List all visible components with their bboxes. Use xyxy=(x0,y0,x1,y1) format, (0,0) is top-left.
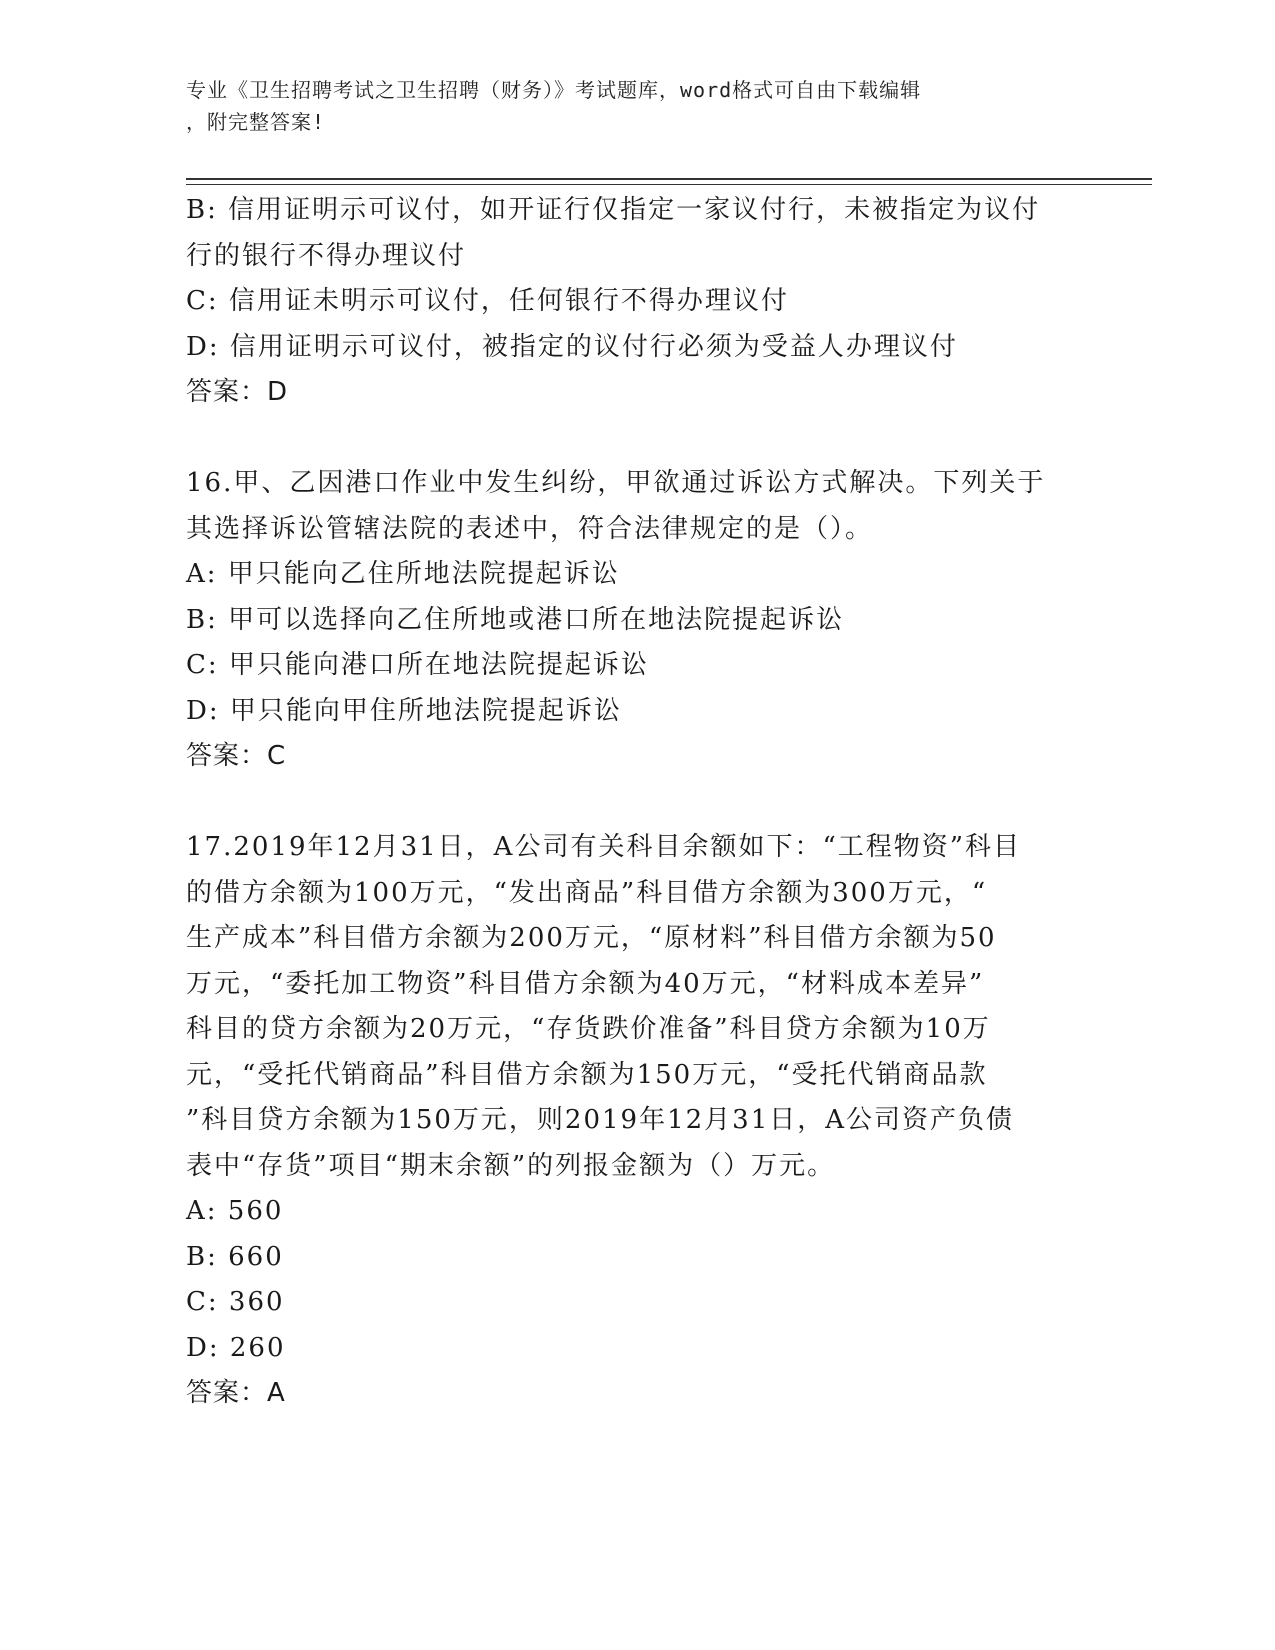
header-divider-thick xyxy=(186,178,1152,180)
q17-stem-line: ”科目贷方余额为150万元，则2019年12月31日，A公司资产负债 xyxy=(186,1105,1015,1135)
q17-answer: 答案：A xyxy=(186,1378,286,1408)
header-line-1: 专业《卫生招聘考试之卫生招聘（财务）》考试题库，word格式可自由下载编辑 xyxy=(186,78,922,102)
q16-stem-line-1: 16.甲、乙因港口作业中发生纠纷，甲欲通过诉讼方式解决。下列关于 xyxy=(186,468,1046,498)
q17-stem-line: 表中“存货”项目“期末余额”的列报金额为（）万元。 xyxy=(186,1150,836,1181)
q15-option-c: C: 信用证未明示可议付，任何银行不得办理议付 xyxy=(186,286,789,316)
q16-option-d: D: 甲只能向甲住所地法院提起诉讼 xyxy=(186,695,622,726)
q17-option-c: C: 360 xyxy=(186,1287,285,1317)
q16-option-c: C: 甲只能向港口所在地法院提起诉讼 xyxy=(186,650,649,680)
q16-stem-line-2: 其选择诉讼管辖法院的表述中，符合法律规定的是（）。 xyxy=(186,513,874,544)
q17-stem-line: 17.2019年12月31日，A公司有关科目余额如下：“工程物资”科目 xyxy=(186,832,1022,862)
q17-stem-line: 元，“受托代销商品”科目借方余额为150万元，“受托代销商品款 xyxy=(186,1059,988,1090)
q17-stem-line: 科目的贷方余额为20万元，“存货跌价准备”科目贷方余额为10万 xyxy=(186,1014,991,1044)
header-line-2: ，附完整答案! xyxy=(186,110,326,134)
question-16 xyxy=(186,461,1076,780)
q17-stem-line: 生产成本”科目借方余额为200万元，“原材料”科目借方余额为50 xyxy=(186,923,997,953)
document-header xyxy=(186,74,1066,138)
q16-option-a: A: 甲只能向乙住所地法院提起诉讼 xyxy=(186,559,620,589)
spacer xyxy=(186,780,1076,826)
q15-option-b-line-1: B: 信用证明示可议付，如开证行仅指定一家议付行，未被指定为议付 xyxy=(186,195,1041,225)
q17-option-a: A: 560 xyxy=(186,1196,284,1226)
q16-answer: 答案：C xyxy=(186,741,287,771)
question-content xyxy=(186,188,1076,1417)
q15-option-b-line-2: 行的银行不得办理议付 xyxy=(186,240,467,271)
q15-answer: 答案：D xyxy=(186,377,289,407)
q17-stem-line: 万元，“委托加工物资”科目借方余额为40万元，“材料成本差异” xyxy=(186,968,985,999)
header-divider-thin xyxy=(186,184,1152,185)
q15-option-d: D: 信用证明示可议付，被指定的议付行必须为受益人办理议付 xyxy=(186,331,958,362)
spacer xyxy=(186,416,1076,462)
question-17 xyxy=(186,825,1076,1417)
q17-option-b: B: 660 xyxy=(186,1241,284,1272)
question-15-tail xyxy=(186,188,1076,416)
q17-option-d: D: 260 xyxy=(186,1332,286,1363)
q17-stem-line: 的借方余额为100万元，“发出商品”科目借方余额为300万元，“ xyxy=(186,877,988,908)
q16-option-b: B: 甲可以选择向乙住所地或港口所在地法院提起诉讼 xyxy=(186,604,845,635)
